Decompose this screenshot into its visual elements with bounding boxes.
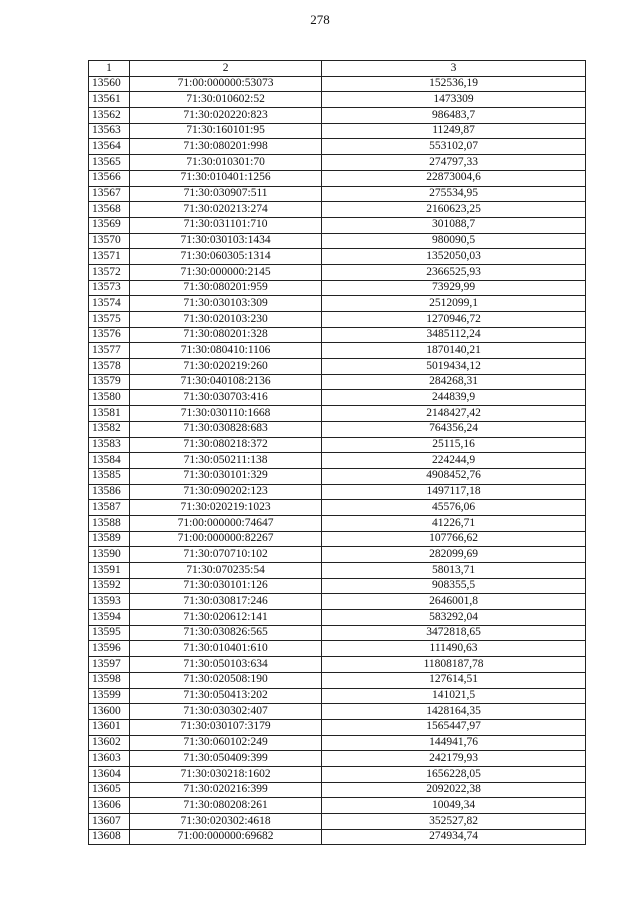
cadastral-number-cell: 71:30:020219:1023 [130, 500, 322, 516]
cadastral-number-cell: 71:30:060305:1314 [130, 249, 322, 265]
cadastral-number-cell: 71:30:030107:3179 [130, 719, 322, 735]
value-cell: 1497117,18 [322, 484, 586, 500]
table-row [89, 421, 586, 437]
cadastral-number-cell: 71:30:010602:52 [130, 92, 322, 108]
table-row [89, 280, 586, 296]
value-cell: 282099,69 [322, 547, 586, 563]
table-row [89, 798, 586, 814]
value-cell: 4908452,76 [322, 468, 586, 484]
row-number-cell: 13577 [89, 343, 130, 359]
row-number-cell: 13588 [89, 515, 130, 531]
table-row [89, 406, 586, 422]
value-cell: 1352050,03 [322, 249, 586, 265]
row-number-cell: 13567 [89, 186, 130, 202]
row-number-cell: 13574 [89, 296, 130, 312]
row-number-cell: 13583 [89, 437, 130, 453]
row-number-cell: 13589 [89, 531, 130, 547]
table-row [89, 484, 586, 500]
value-cell: 275534,95 [322, 186, 586, 202]
row-number-cell: 13573 [89, 280, 130, 296]
value-cell: 1270946,72 [322, 312, 586, 328]
cadastral-number-cell: 71:30:020508:190 [130, 672, 322, 688]
cadastral-number-cell: 71:30:031101:710 [130, 217, 322, 233]
value-cell: 127614,51 [322, 672, 586, 688]
row-number-cell: 13602 [89, 735, 130, 751]
cadastral-number-cell: 71:30:080218:372 [130, 437, 322, 453]
value-cell: 301088,7 [322, 217, 586, 233]
table-row [89, 233, 586, 249]
cadastral-number-cell: 71:30:060102:249 [130, 735, 322, 751]
value-cell: 583292,04 [322, 610, 586, 626]
value-cell: 11249,87 [322, 123, 586, 139]
cadastral-number-cell: 71:30:020612:141 [130, 610, 322, 626]
row-number-cell: 13594 [89, 610, 130, 626]
cadastral-number-cell: 71:30:080201:328 [130, 327, 322, 343]
row-number-cell: 13586 [89, 484, 130, 500]
table-row [89, 359, 586, 375]
cadastral-number-cell: 71:30:030103:309 [130, 296, 322, 312]
value-cell: 45576,06 [322, 500, 586, 516]
value-cell: 2646001,8 [322, 594, 586, 610]
column-header: 3 [322, 61, 586, 77]
row-number-cell: 13572 [89, 264, 130, 280]
cadastral-number-cell: 71:30:030907:511 [130, 186, 322, 202]
value-cell: 22873004,6 [322, 170, 586, 186]
cadastral-number-cell: 71:30:020216:399 [130, 782, 322, 798]
cadastral-number-cell: 71:30:090202:123 [130, 484, 322, 500]
row-number-cell: 13584 [89, 453, 130, 469]
cadastral-number-cell: 71:30:020302:4618 [130, 814, 322, 830]
table-row [89, 170, 586, 186]
table-row [89, 766, 586, 782]
value-cell: 107766,62 [322, 531, 586, 547]
cadastral-number-cell: 71:30:070235:54 [130, 563, 322, 579]
row-number-cell: 13603 [89, 751, 130, 767]
value-cell: 1656228,05 [322, 766, 586, 782]
row-number-cell: 13566 [89, 170, 130, 186]
table-row [89, 547, 586, 563]
table-row [89, 249, 586, 265]
cadastral-number-cell: 71:30:030103:1434 [130, 233, 322, 249]
value-cell: 1565447,97 [322, 719, 586, 735]
cadastral-number-cell: 71:30:050413:202 [130, 688, 322, 704]
row-number-cell: 13571 [89, 249, 130, 265]
row-number-cell: 13568 [89, 202, 130, 218]
cadastral-number-cell: 71:30:160101:95 [130, 123, 322, 139]
row-number-cell: 13587 [89, 500, 130, 516]
row-number-cell: 13599 [89, 688, 130, 704]
table-row [89, 594, 586, 610]
table-row [89, 672, 586, 688]
cadastral-number-cell: 71:30:080208:261 [130, 798, 322, 814]
value-cell: 284268,31 [322, 374, 586, 390]
table-row [89, 437, 586, 453]
value-cell: 986483,7 [322, 108, 586, 124]
row-number-cell: 13581 [89, 406, 130, 422]
row-number-cell: 13580 [89, 390, 130, 406]
cadastral-number-cell: 71:30:030218:1602 [130, 766, 322, 782]
cadastral-number-cell: 71:30:080201:998 [130, 139, 322, 155]
table-row [89, 312, 586, 328]
row-number-cell: 13578 [89, 359, 130, 375]
value-cell: 41226,71 [322, 515, 586, 531]
table-row [89, 704, 586, 720]
row-number-cell: 13600 [89, 704, 130, 720]
column-header: 1 [89, 61, 130, 77]
cadastral-number-cell: 71:00:000000:53073 [130, 76, 322, 92]
cadastral-number-cell: 71:30:040108:2136 [130, 374, 322, 390]
value-cell: 1473309 [322, 92, 586, 108]
value-cell: 141021,5 [322, 688, 586, 704]
row-number-cell: 13605 [89, 782, 130, 798]
table-header-row [89, 61, 586, 77]
table-row [89, 139, 586, 155]
value-cell: 224244,9 [322, 453, 586, 469]
value-cell: 2366525,93 [322, 264, 586, 280]
cadastral-number-cell: 71:30:020213:274 [130, 202, 322, 218]
table-row [89, 829, 586, 845]
cadastral-number-cell: 71:30:070710:102 [130, 547, 322, 563]
value-cell: 2148427,42 [322, 406, 586, 422]
cadastral-number-cell: 71:00:000000:82267 [130, 531, 322, 547]
cadastral-number-cell: 71:30:050103:634 [130, 657, 322, 673]
table-row [89, 563, 586, 579]
table-row [89, 719, 586, 735]
table-row [89, 155, 586, 171]
cadastral-number-cell: 71:30:030101:329 [130, 468, 322, 484]
value-cell: 10049,34 [322, 798, 586, 814]
value-cell: 553102,07 [322, 139, 586, 155]
row-number-cell: 13561 [89, 92, 130, 108]
cadastral-number-cell: 71:00:000000:74647 [130, 515, 322, 531]
value-cell: 274934,74 [322, 829, 586, 845]
row-number-cell: 13579 [89, 374, 130, 390]
row-number-cell: 13604 [89, 766, 130, 782]
table-row [89, 735, 586, 751]
row-number-cell: 13576 [89, 327, 130, 343]
cadastral-number-cell: 71:30:030817:246 [130, 594, 322, 610]
row-number-cell: 13595 [89, 625, 130, 641]
row-number-cell: 13608 [89, 829, 130, 845]
table-row [89, 453, 586, 469]
cadastral-number-cell: 71:30:010301:70 [130, 155, 322, 171]
cadastral-number-cell: 71:30:010401:1256 [130, 170, 322, 186]
table-row [89, 751, 586, 767]
table-row [89, 515, 586, 531]
value-cell: 908355,5 [322, 578, 586, 594]
cadastral-number-cell: 71:30:000000:2145 [130, 264, 322, 280]
table-row [89, 688, 586, 704]
cadastral-number-cell: 71:30:050409:399 [130, 751, 322, 767]
row-number-cell: 13590 [89, 547, 130, 563]
cadastral-number-cell: 71:30:030826:565 [130, 625, 322, 641]
value-cell: 152536,19 [322, 76, 586, 92]
cadastral-number-cell: 71:30:020219:260 [130, 359, 322, 375]
table-row [89, 610, 586, 626]
page-number: 278 [310, 12, 330, 27]
value-cell: 1428164,35 [322, 704, 586, 720]
row-number-cell: 13591 [89, 563, 130, 579]
row-number-cell: 13592 [89, 578, 130, 594]
value-cell: 58013,71 [322, 563, 586, 579]
row-number-cell: 13607 [89, 814, 130, 830]
table-row [89, 186, 586, 202]
data-table [88, 60, 586, 845]
row-number-cell: 13606 [89, 798, 130, 814]
row-number-cell: 13585 [89, 468, 130, 484]
value-cell: 242179,93 [322, 751, 586, 767]
row-number-cell: 13563 [89, 123, 130, 139]
cadastral-number-cell: 71:30:050211:138 [130, 453, 322, 469]
row-number-cell: 13560 [89, 76, 130, 92]
table-row [89, 641, 586, 657]
value-cell: 2092022,38 [322, 782, 586, 798]
table-row [89, 123, 586, 139]
table-row [89, 531, 586, 547]
table-row [89, 76, 586, 92]
row-number-cell: 13598 [89, 672, 130, 688]
table-row [89, 657, 586, 673]
value-cell: 144941,76 [322, 735, 586, 751]
value-cell: 764356,24 [322, 421, 586, 437]
cadastral-number-cell: 71:30:030828:683 [130, 421, 322, 437]
table-row [89, 343, 586, 359]
value-cell: 3485112,24 [322, 327, 586, 343]
row-number-cell: 13570 [89, 233, 130, 249]
row-number-cell: 13597 [89, 657, 130, 673]
cadastral-number-cell: 71:30:030302:407 [130, 704, 322, 720]
table-row [89, 468, 586, 484]
row-number-cell: 13562 [89, 108, 130, 124]
cadastral-number-cell: 71:00:000000:69682 [130, 829, 322, 845]
cadastral-number-cell: 71:30:020103:230 [130, 312, 322, 328]
table-row [89, 625, 586, 641]
value-cell: 111490,63 [322, 641, 586, 657]
value-cell: 274797,33 [322, 155, 586, 171]
row-number-cell: 13565 [89, 155, 130, 171]
cadastral-number-cell: 71:30:020220:823 [130, 108, 322, 124]
table-row [89, 217, 586, 233]
cadastral-number-cell: 71:30:010401:610 [130, 641, 322, 657]
value-cell: 25115,16 [322, 437, 586, 453]
row-number-cell: 13593 [89, 594, 130, 610]
cadastral-number-cell: 71:30:080410:1106 [130, 343, 322, 359]
cadastral-number-cell: 71:30:030110:1668 [130, 406, 322, 422]
row-number-cell: 13575 [89, 312, 130, 328]
table-row [89, 390, 586, 406]
table-row [89, 327, 586, 343]
row-number-cell: 13601 [89, 719, 130, 735]
value-cell: 352527,82 [322, 814, 586, 830]
value-cell: 244839,9 [322, 390, 586, 406]
cadastral-number-cell: 71:30:080201:959 [130, 280, 322, 296]
cadastral-number-cell: 71:30:030703:416 [130, 390, 322, 406]
value-cell: 5019434,12 [322, 359, 586, 375]
value-cell: 2512099,1 [322, 296, 586, 312]
value-cell: 73929,99 [322, 280, 586, 296]
value-cell: 980090,5 [322, 233, 586, 249]
table-row [89, 108, 586, 124]
table-row [89, 500, 586, 516]
row-number-cell: 13596 [89, 641, 130, 657]
table-row [89, 264, 586, 280]
value-cell: 3472818,65 [322, 625, 586, 641]
table-row [89, 92, 586, 108]
table-row [89, 814, 586, 830]
table-row [89, 374, 586, 390]
table-body [89, 76, 586, 845]
column-header: 2 [130, 61, 322, 77]
value-cell: 2160623,25 [322, 202, 586, 218]
row-number-cell: 13564 [89, 139, 130, 155]
row-number-cell: 13582 [89, 421, 130, 437]
value-cell: 11808187,78 [322, 657, 586, 673]
value-cell: 1870140,21 [322, 343, 586, 359]
table-row [89, 296, 586, 312]
table-row [89, 782, 586, 798]
table-row [89, 202, 586, 218]
cadastral-number-cell: 71:30:030101:126 [130, 578, 322, 594]
row-number-cell: 13569 [89, 217, 130, 233]
table-row [89, 578, 586, 594]
